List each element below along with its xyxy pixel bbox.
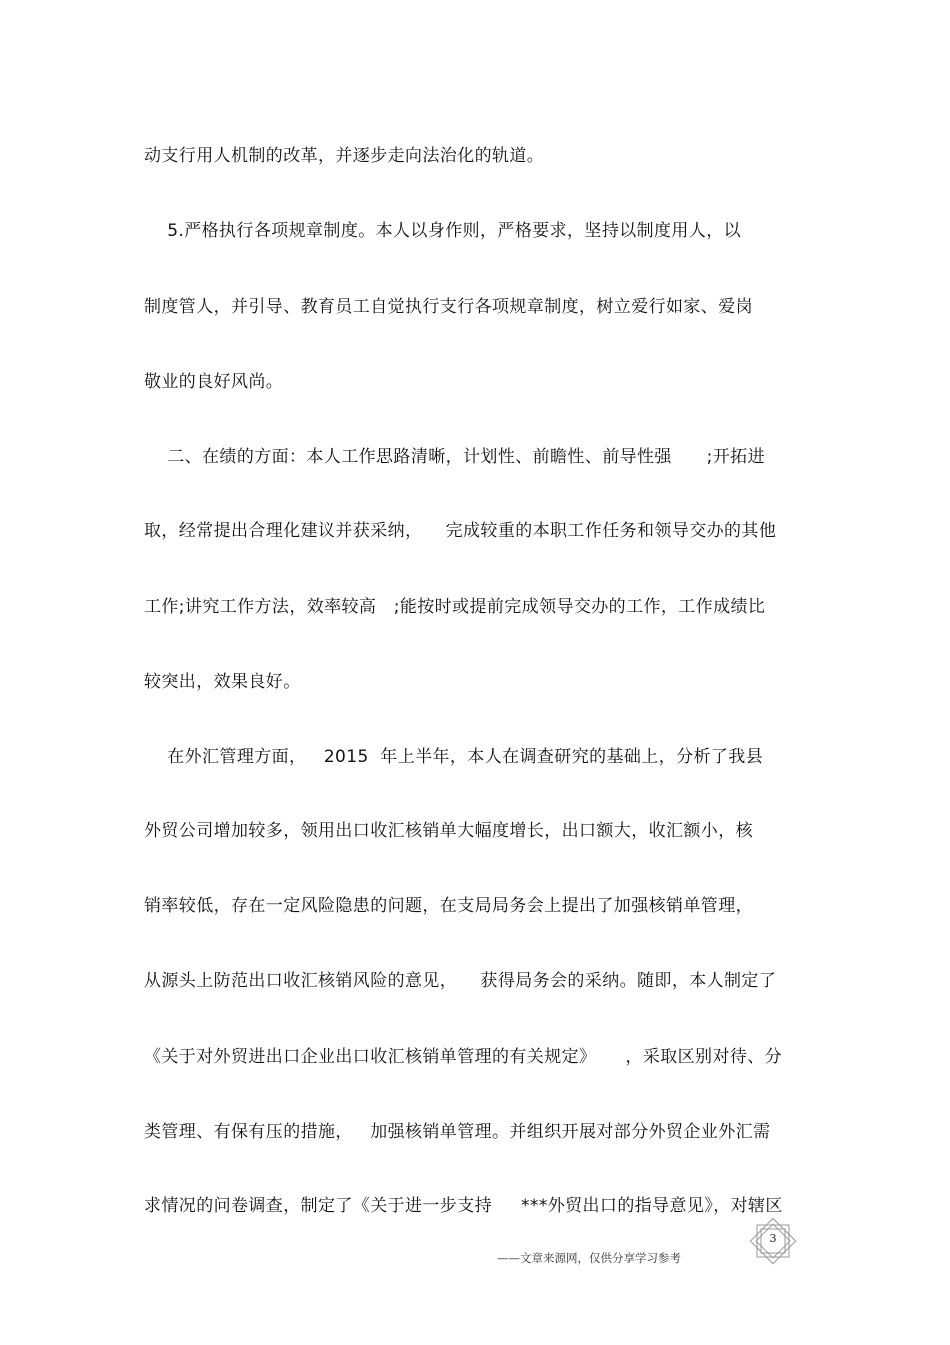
text-line: 动支行用人机制的改革，并逐步走向法治化的轨道。 — [144, 146, 545, 166]
text-line: 取，经常提出合理化建议并获采纳， 完成较重的本职工作任务和领导交办的其他 — [144, 521, 777, 541]
text-line: 工作;讲究工作方法，效率较高 ;能按时或提前完成领导交办的工作，工作成绩比 — [144, 597, 766, 617]
text-line: 较突出，效果良好。 — [144, 672, 301, 692]
page-number-badge — [748, 1216, 798, 1266]
text-line: 在外汇管理方面， 2015 年上半年，本人在调查研究的基础上，分析了我县 — [144, 747, 764, 767]
text-line: 制度管人，并引导、教育员工自觉执行支行各项规章制度，树立爱行如家、爱岗 — [144, 297, 753, 317]
text-line: 二、在绩的方面：本人工作思路清晰，计划性、前瞻性、前导性强 ;开拓进 — [144, 447, 765, 467]
text-line: 5.严格执行各项规章制度。本人以身作则，严格要求，坚持以制度用人，以 — [144, 221, 742, 241]
text-line: 从源头上防范出口收汇核销风险的意见， 获得局务会的采纳。随即，本人制定了 — [144, 971, 777, 991]
text-line: 敬业的良好风尚。 — [144, 372, 284, 392]
text-line: 《关于对外贸进出口企业出口收汇核销单管理的有关规定》 ，采取区别对待、分 — [144, 1047, 783, 1067]
page-number: 3 — [769, 1232, 777, 1245]
text-line: 求情况的问卷调查，制定了《关于进一步支持 ***外贸出口的指导意见》，对辖区 — [144, 1196, 783, 1216]
text-line: 销率较低，存在一定风险隐患的问题，在支局局务会上提出了加强核销单管理， — [144, 896, 753, 916]
text-line: 外贸公司增加较多，领用出口收汇核销单大幅度增长，出口额大，收汇额小，核 — [144, 821, 753, 841]
footer-source-note: ——文章来源网，仅供分享学习参考 — [497, 1251, 681, 1265]
text-line: 类管理、有保有压的措施， 加强核销单管理。并组织开展对部分外贸企业外汇需 — [144, 1122, 771, 1142]
